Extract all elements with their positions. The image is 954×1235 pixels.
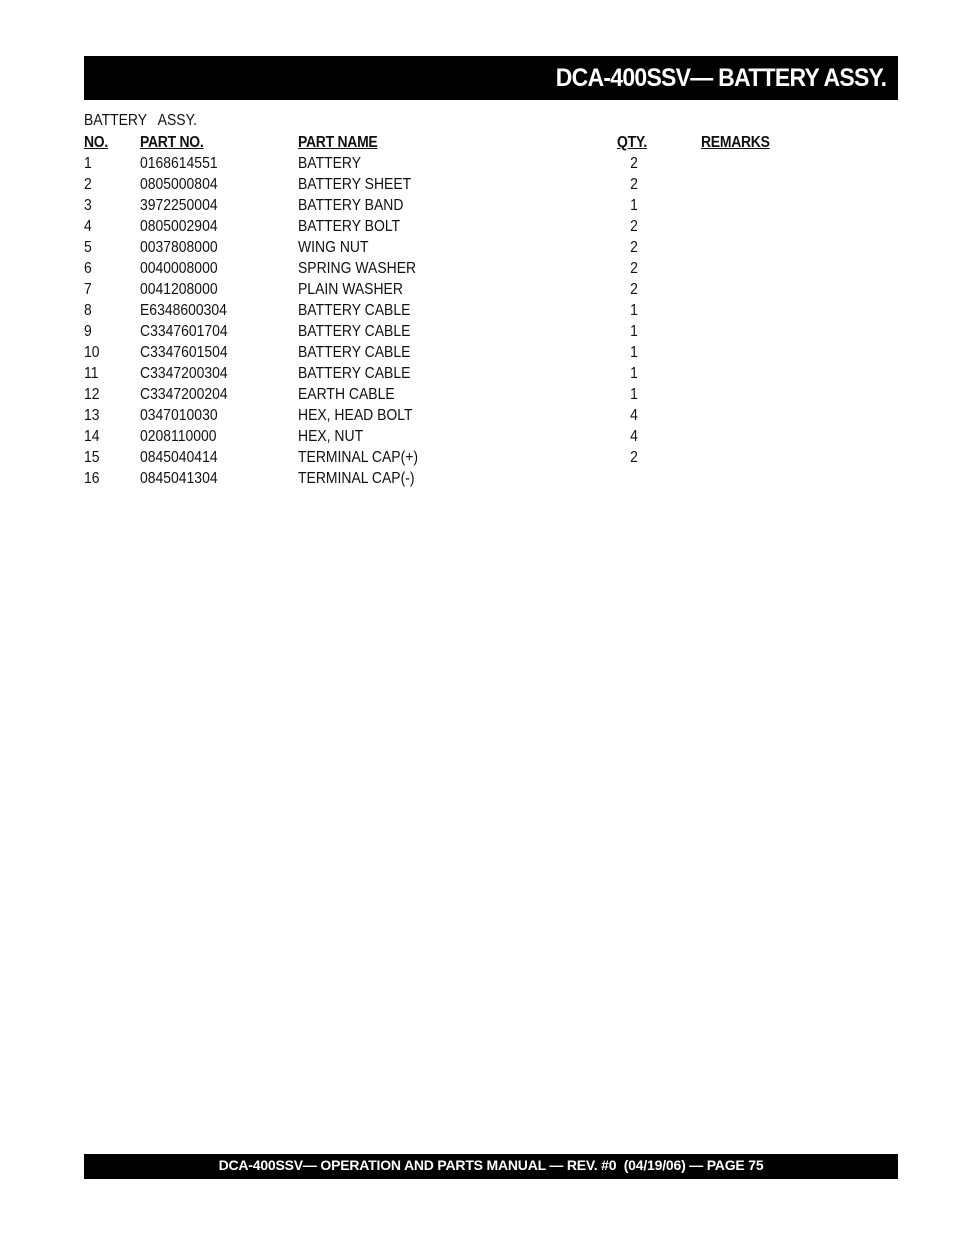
cell-part-no: 0805002904 [140,218,218,235]
cell-qty: 1 [630,197,638,214]
cell-qty: 4 [630,407,638,424]
cell-part-no: C3347601704 [140,323,228,340]
table-row [84,321,804,342]
cell-no: 7 [84,281,92,298]
table-row [84,237,804,258]
table-row [84,300,804,321]
cell-part-name: BATTERY CABLE [298,344,411,361]
cell-part-no: C3347200304 [140,365,228,382]
cell-qty: 1 [630,344,638,361]
cell-part-no: 0208110000 [140,428,217,445]
cell-no: 4 [84,218,92,235]
cell-qty: 1 [630,386,638,403]
cell-part-name: SPRING WASHER [298,260,417,277]
cell-no: 12 [84,386,100,403]
cell-part-name: HEX, NUT [298,428,364,445]
cell-part-no: 0347010030 [140,407,218,424]
column-header-no: NO. [84,134,109,151]
table-row [84,426,804,447]
cell-no: 11 [84,365,99,382]
cell-part-name: TERMINAL CAP(+) [298,449,419,466]
page-title: DCA-400SSV— BATTERY ASSY. [555,64,886,92]
table-row [84,363,804,384]
cell-qty: 2 [630,176,638,193]
cell-part-name: BATTERY CABLE [298,302,411,319]
cell-qty: 4 [630,428,638,445]
footer-bar [84,1154,898,1179]
cell-qty: 2 [630,449,638,466]
cell-part-no: 0845040414 [140,449,218,466]
cell-part-no: 0805000804 [140,176,218,193]
cell-no: 1 [84,155,92,172]
table-row [84,153,804,174]
cell-part-name: PLAIN WASHER [298,281,403,298]
cell-no: 13 [84,407,100,424]
cell-part-no: 0168614551 [140,155,218,172]
parts-table [84,132,804,489]
footer-text: DCA-400SSV— OPERATION AND PARTS MANUAL — REV. #0 (04/19/06) — PAGE 75 [218,1157,764,1173]
cell-part-no: 0041208000 [140,281,218,298]
table-row [84,174,804,195]
table-row [84,258,804,279]
table-row [84,216,804,237]
cell-part-no: C3347601504 [140,344,228,361]
cell-part-name: BATTERY CABLE [298,365,411,382]
cell-part-name: BATTERY BAND [298,197,404,214]
cell-part-name: WING NUT [298,239,369,256]
cell-qty: 2 [630,281,638,298]
cell-part-name: EARTH CABLE [298,386,395,403]
cell-no: 14 [84,428,100,445]
table-row [84,447,804,468]
cell-no: 3 [84,197,92,214]
table-row [84,405,804,426]
cell-part-name: BATTERY SHEET [298,176,412,193]
cell-qty: 2 [630,260,638,277]
table-header-row [84,132,804,153]
cell-qty: 2 [630,218,638,235]
cell-no: 6 [84,260,92,277]
cell-part-no: 0040008000 [140,260,218,277]
cell-part-name: TERMINAL CAP(-) [298,470,415,487]
section-label: BATTERY ASSY. [84,112,197,129]
cell-no: 10 [84,344,100,361]
cell-part-name: BATTERY [298,155,362,172]
table-row [84,195,804,216]
cell-no: 2 [84,176,92,193]
cell-part-no: 3972250004 [140,197,218,214]
cell-no: 8 [84,302,92,319]
title-bar [84,56,898,100]
table-row [84,468,804,489]
cell-no: 5 [84,239,92,256]
cell-part-name: BATTERY BOLT [298,218,401,235]
cell-no: 15 [84,449,100,466]
cell-part-no: 0845041304 [140,470,218,487]
table-row [84,384,804,405]
cell-part-no: 0037808000 [140,239,218,256]
cell-qty: 2 [630,239,638,256]
cell-qty: 1 [630,365,638,382]
cell-part-name: BATTERY CABLE [298,323,411,340]
table-row [84,279,804,300]
cell-part-no: E6348600304 [140,302,227,319]
cell-part-name: HEX, HEAD BOLT [298,407,413,424]
column-header-part-no: PART NO. [140,134,204,151]
table-body [84,153,804,489]
column-header-remarks: REMARKS [701,134,770,151]
cell-qty: 1 [630,323,638,340]
cell-no: 16 [84,470,100,487]
column-header-part-name: PART NAME [298,134,378,151]
cell-qty: 1 [630,302,638,319]
cell-qty: 2 [630,155,638,172]
cell-part-no: C3347200204 [140,386,228,403]
cell-no: 9 [84,323,92,340]
table-row [84,342,804,363]
column-header-qty: QTY. [617,134,647,151]
